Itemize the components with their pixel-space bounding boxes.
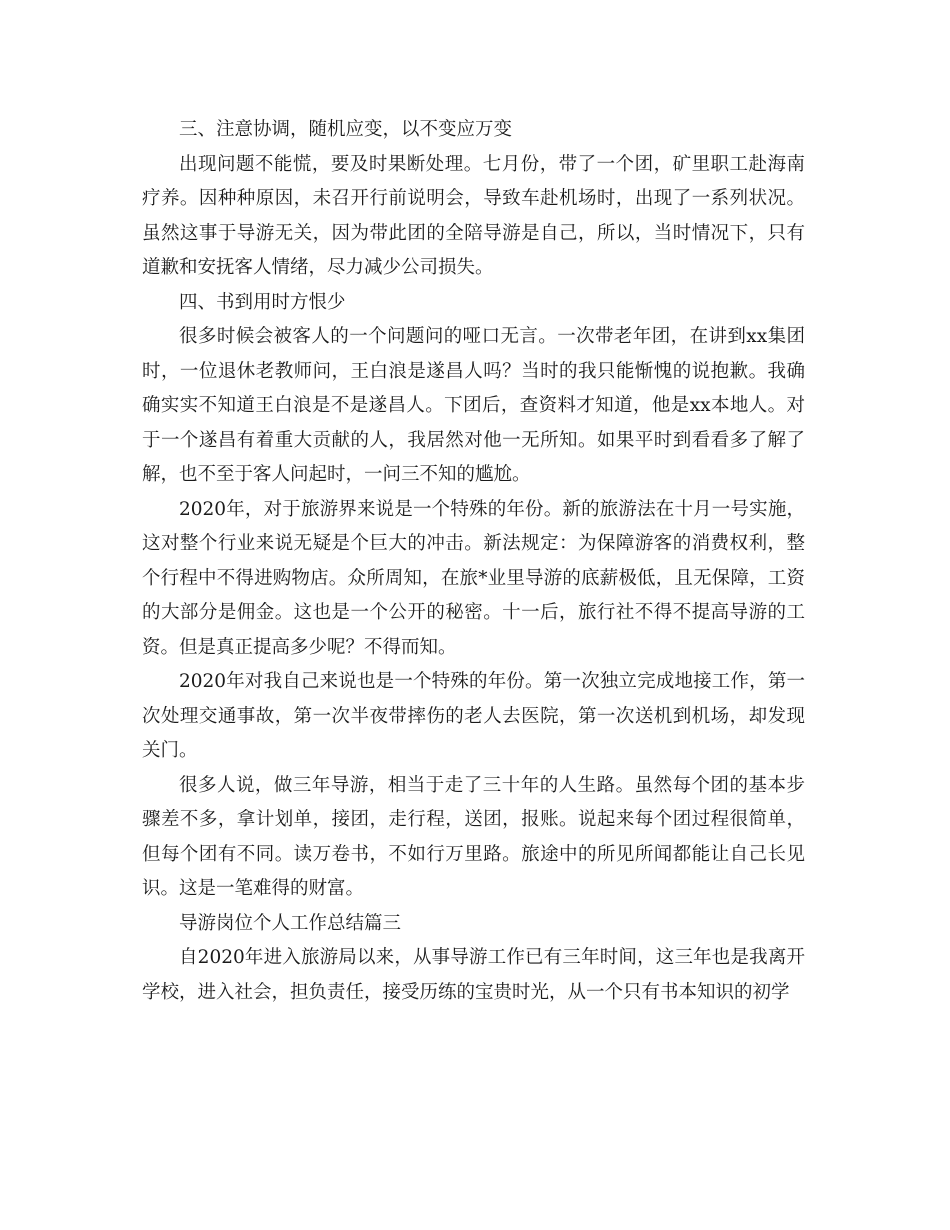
paragraph: 很多人说，做三年导游，相当于走了三十年的人生路。虽然每个团的基本步骤差不多，拿计划单，接团，走行程，送团，报账。说起来每个团过程很简单，但每个团有不同。读万卷书，不如行万里路。旅途中的所见所闻都能让自己长见识。这是一笔难得的财富。 bbox=[142, 774, 805, 899]
article-title: 导游岗位个人工作总结篇三 bbox=[179, 912, 402, 934]
section-heading-3: 三、注意协调，随机应变，以不变应万变 bbox=[179, 119, 513, 140]
paragraph: 2020年，对于旅游界来说是一个特殊的年份。新的旅游法在十月一号实施，这对整个行业来说无疑是个巨大的冲击。新法规定：为保障游客的消费权利，整个行程中不得进购物店。众所周知，在旅*业里导游的底薪极低，且无保障，工资的大部分是佣金。这也是一个公开的秘密。十一后，旅行社不得不提高导游的工资。但是真正提高多少呢？不得而知。 bbox=[142, 498, 805, 658]
section-heading-4: 四、书到用时方恨少 bbox=[179, 291, 346, 313]
paragraph: 出现问题不能慌，要及时果断处理。七月份，带了一个团，矿里职工赴海南疗养。因种种原因，未召开行前说明会，导致车赴机场时，出现了一系列状况。虽然这事于导游无关，因为带此团的全陪导游是自己，所以，当时情况下，只有道歉和安抚客人情绪，尽力减少公司损失。 bbox=[142, 153, 805, 278]
paragraph: 很多时候会被客人的一个问题问的哑口无言。一次带老年团，在讲到xx集团时，一位退休老教师问，王白浪是遂昌人吗？当时的我只能惭愧的说抱歉。我确确实实不知道王白浪是不是遂昌人。下团后，查资料才知道，他是xx本地人。对于一个遂昌有着重大贡献的人，我居然对他一无所知。如果平时到看看多了解了解，也不至于客人问起时，一问三不知的尴尬。 bbox=[142, 326, 805, 485]
paragraph: 2020年对我自己来说也是一个特殊的年份。第一次独立完成地接工作，第一次处理交通事故，第一次半夜带摔伤的老人去医院，第一次送机到机场，却发现关门。 bbox=[142, 671, 805, 761]
paragraph: 自2020年进入旅游局以来，从事导游工作已有三年时间，这三年也是我离开学校，进入社会，担负责任，接受历练的宝贵时光，从一个只有书本知识的初学 bbox=[142, 947, 805, 1003]
document-body bbox=[142, 113, 805, 1010]
